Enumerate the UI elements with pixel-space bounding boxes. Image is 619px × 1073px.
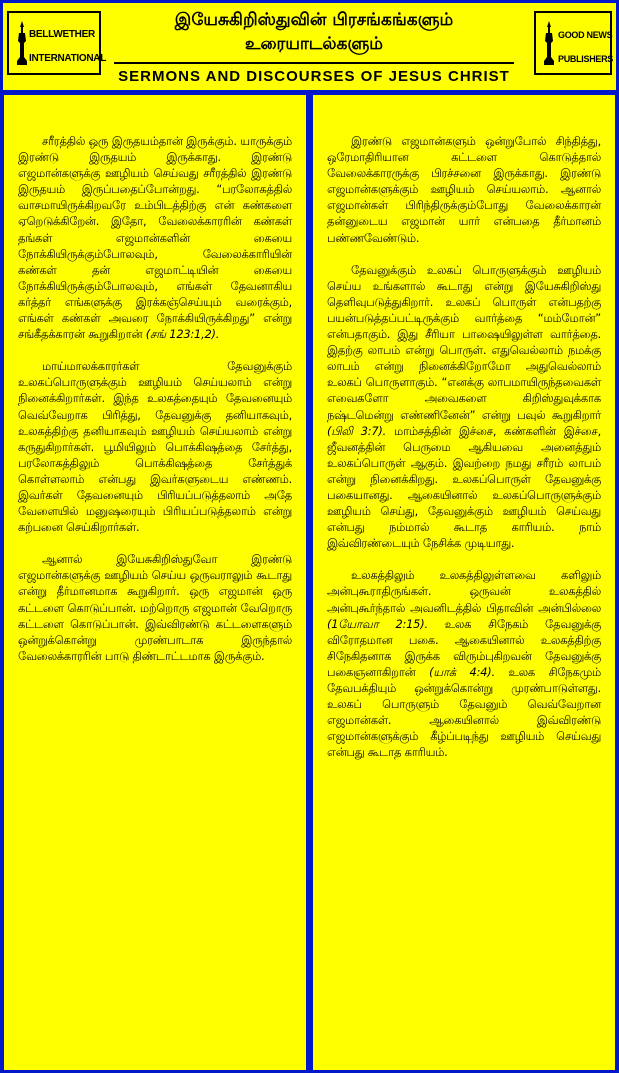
logo-line2: PUBLISHERS xyxy=(558,54,614,64)
header-banner xyxy=(3,3,616,90)
scripture-ref: (1யோவா 2:15). xyxy=(327,616,428,631)
tamil-title-line2: உரையாடல்களும் xyxy=(245,34,383,54)
logo-line2: INTERNATIONAL xyxy=(29,53,107,64)
logo-line1: GOOD NEWS xyxy=(558,30,613,40)
title-block xyxy=(114,8,514,88)
logo-line1: BELLWETHER xyxy=(29,29,95,40)
lamp-icon xyxy=(15,19,29,67)
bellwether-logo xyxy=(7,11,107,75)
paragraph: ஆனால் இயேசுகிறிஸ்துவோ இரண்டு எஜமான்களுக்கு ஊழியம் செய்ய ஒருவராலும் கூடாது என்று தீர்மானமாக கூறுகிறார். ஒரு எஜமான் ஒரு கட்டளை கொடுப்பான். மற்றொரு எஜமான் வேறொரு கட்டளை கொடுப்பான். இவ்விரண்டு கட்டளைகளும் ஒன்றுக்கொன்று முரண்பாடாக இருந்தால் வேலைக்காரரின் பாடு திண்டாட்டமாக இருக்கும். xyxy=(18,552,292,663)
scripture-ref: (சங் 123:1,2). xyxy=(145,327,220,342)
paragraph xyxy=(327,567,601,760)
paragraph-text: உலக சிநேகமும் தேவபக்தியும் ஒன்றுக்கொன்று முரண்பாடுள்ளது. உலகப் பொருளும் தேவனும் வெவ்வேறான எஜமான்கள். ஆகையினால் இவ்விரண்டு எஜமான்களுக்கும் கீழ்ப்படிந்து ஊழியம் செய்வது என்பது கூடாத காரியம். xyxy=(327,664,602,760)
left-column xyxy=(4,95,306,1070)
english-title: SERMONS AND DISCOURSES OF JESUS CHRIST xyxy=(114,62,514,85)
paragraph-text: உலக சிநேகம் தேவனுக்கு விரோதமான பகை. ஆகையினால் உலகத்திற்கு சிநேகிதனாக இருக்க விரும்புகிறவன் தேவனுக்கு பகைஞனாகிறான் xyxy=(327,616,601,679)
lamp-icon xyxy=(542,19,556,67)
logo-text xyxy=(29,23,107,71)
paragraph-text: தேவனுக்கும் உலகப் பொருளுக்கும் ஊழியம் செய்ய உங்களால் கூடாது என்று இயேசுகிறிஸ்து தெளிவுபடுத்துகிறார். உலகப் பொருள் என்பதற்கு பயன்படுத்தப்பட்டிருக்கும் வார்த்தை “மம்மோன்” என்பதாகும். இது சீரியா பாஷையிலுள்ள வார்த்தை. இதற்கு லாபம் என்று பொருள். எதுவெல்லாம் நமக்கு லாபம் என்று நினைக்கிறோமோ அதுவெல்லாம் உலகப் பொருளாகும். “எனக்கு லாபமாயிருந்தவைகள் எவைகளோ அவைகளை கிறிஸ்துவுக்காக நஷ்டமென்று எண்ணினேன்” என்று பவுல் கூறுகிறார் xyxy=(327,262,601,422)
good-news-logo xyxy=(534,11,612,75)
paragraph-text: சரீரத்தில் ஒரு இருதயம்தான் இருக்கும். யாருக்கும் இரண்டு இருதயம் இருக்காது. இரண்டு எஜமான்களுக்கு ஊழியம் செய்வது சரீரத்தில் இரண்டு இருதயம் இருப்பதைப்போன்றது. “பரலோகத்தில் வாசமாயிருக்கிறவரே உம்பிடத்திற்கு என் கண்களை ஏறெடுக்கிறேன். இதோ, வேலைக்காரரின் கண்கள் தங்கள் எஜமான்களின் கையை நோக்கியிருக்கும்போலவும், வேலைக்காரியின் கண்கள் தன் எஜமாட்டியின் கையை நோக்கியிருக்கும்போலவும், எங்கள் தேவனாகிய கர்த்தர் எங்களுக்கு இரக்கஞ்செய்யும் வரைக்கும், எங்கள் கண்கள் அவரை நோக்கியிருக்கிறது” என்று சங்கீதக்காரன் கூறுகிறான் xyxy=(18,134,292,342)
paragraph: இரண்டு எஜமான்களும் ஒன்றுபோல் சிந்தித்து, ஒரேமாதிரியான கட்டளை கொடுத்தால் வேலைக்காரருக்கு பிரச்சனை இருக்காது. இரண்டு எஜமான்களுக்கும் ஊழியம் செய்யலாம். ஆனால் எஜமான்கள் பிரிந்திருக்கும்போது வேலைக்காரன் தன்னுடைய எஜமான் யார் என்பதை தீர்மானம் பண்ணவேண்டும். xyxy=(327,134,601,245)
right-column xyxy=(313,95,615,1070)
paragraph-text: மாம்சத்தின் இச்சை, கண்களின் இச்சை, ஜீவனத்தின் பெருமை ஆகியவை அனைத்தும் உலகப்பொருள் ஆகும். இவற்றை நமது சரீரம் லாபம் என்று நினைக்கிறது. உலகப்பொருள் தேவனுக்கு பகையானது. ஆகையினால் உலகப்பொருளுக்கும் ஊழியம் செய்து, தேவனுக்கும் ஊழியம் செய்வது என்பது நம்மால் கூடாத காரியம். நாம் இவ்விரண்டையும் நேசிக்க முடியாது. xyxy=(327,423,601,551)
paragraph xyxy=(18,133,292,342)
scripture-ref: (யாக் 4:4). xyxy=(429,664,495,679)
paragraph xyxy=(327,262,601,552)
logo-text xyxy=(558,23,614,71)
paragraph: மாய்மாலக்காரர்கள் தேவனுக்கும் உலகப்பொருளுக்கும் ஊழியம் செய்யலாம் என்று நினைக்கிறார்கள். இந்த உலகத்தையும் தேவனையும் வெவ்வேறாக பிரித்து, தேவனுக்கு தனியாகவும், உலகத்திற்கு தனியாகவும் ஊழியம் செய்யலாம் என்று கருதுகிறார்கள். பூமியிலும் பொக்கிஷத்தை சேர்த்து, பரலோகத்திலும் பொக்கிஷத்தை சேர்த்துக் கொள்ளலாம் என்பது இவர்களுடைய எண்ணம். இவர்கள் தேவனையும் பிரியப்படுத்தலாம் அதே வேளையில் மனுஷரையும் பிரியப்படுத்தலாம் என்று கற்பனை செய்கிறார்கள். xyxy=(18,359,292,535)
tamil-title-line1: இயேசுகிறிஸ்துவின் பிரசங்கங்களும் xyxy=(174,10,454,30)
scripture-ref: (பிலி 3:7). xyxy=(327,423,387,438)
paragraph-text: உலகத்திலும் உலகத்திலுள்ளவை களிலும் அன்புகூராதிருங்கள். ஒருவன் உலகத்தில் அன்புகூர்ந்தால் அவனிடத்தில் பிதாவின் அன்பில்லை xyxy=(327,568,601,615)
